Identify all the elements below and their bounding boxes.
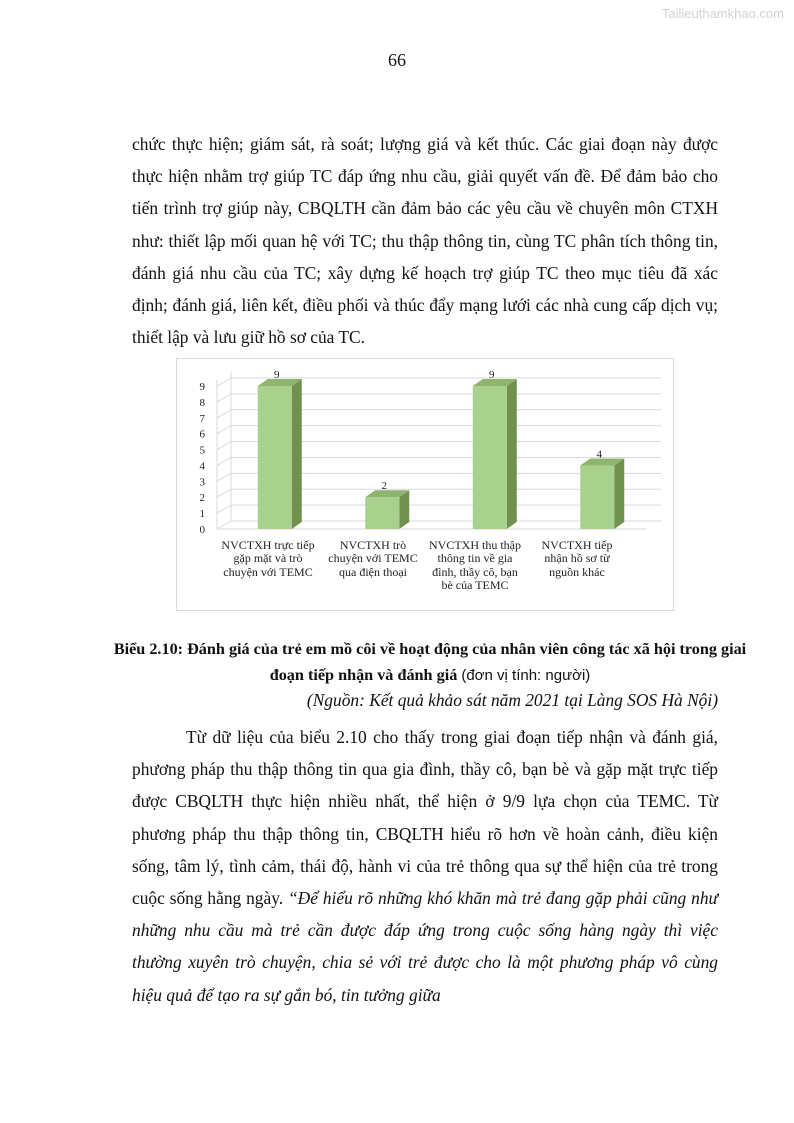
y-tick-label: 7 bbox=[199, 412, 205, 425]
analysis-text: Từ dữ liệu của biểu 2.10 cho thấy trong giai đoạn tiếp nhận và đánh giá, phương pháp thu thập thông tin qua gia đình, thầy cô, bạn bè và gặp mặt trực tiếp được CBQLTH thực hiện nhiều nhất, thể hiện ở 9/9 lựa chọn của TEMC. Từ phương pháp thu thập thông tin, CBQLTH hiểu rõ hơn về hoàn cảnh, điều kiện sống, tâm lý, tình cảm, thái độ, hành vi của trẻ thông qua sự thể hiện của trẻ trong cuộc sống hằng ngày. bbox=[132, 727, 718, 909]
gridline-side bbox=[217, 489, 231, 497]
gridline-side bbox=[217, 473, 231, 481]
bar-value-label: 9 bbox=[489, 369, 495, 381]
y-tick-label: 3 bbox=[199, 476, 205, 489]
category-label: NVCTXH trò chuyện với TEMC qua điện thoại bbox=[328, 538, 418, 579]
bar bbox=[365, 497, 399, 529]
y-tick-label: 0 bbox=[199, 524, 205, 536]
paragraph-intro: chức thực hiện; giám sát, rà soát; lượng giá và kết thúc. Các giai đoạn này được thực hiện nhằm trợ giúp TC đáp ứng nhu cầu, giải quyết vấn đề. Để đảm bảo cho tiến trình trợ giúp này, CBQLTH cần đảm bảo các yêu cầu về chuyên môn CTXH như: thiết lập mối quan hệ với TC; thu thập thông tin, cùng TC phân tích thông tin, đánh giá nhu cầu của TC; xây dựng kế hoạch trợ giúp TC theo mục tiêu đã xác định; đánh giá, liên kết, điều phối và thúc đẩy mạng lưới các nhà cung cấp dịch vụ; thiết lập và lưu giữ hồ sơ của TC. bbox=[132, 134, 718, 348]
gridline-side bbox=[217, 521, 231, 529]
bar-side bbox=[614, 458, 624, 529]
y-tick-label: 8 bbox=[199, 396, 205, 409]
gridline-side bbox=[217, 505, 231, 513]
bar-value-label: 2 bbox=[381, 480, 387, 493]
bar-value-label: 9 bbox=[274, 369, 280, 381]
bar-side bbox=[292, 379, 302, 529]
gridline-side bbox=[217, 378, 231, 386]
bar-value-label: 4 bbox=[596, 448, 602, 461]
page-number: 66 bbox=[388, 50, 406, 70]
bar bbox=[580, 465, 614, 529]
gridline-side bbox=[217, 410, 231, 418]
category-label: NVCTXH trực tiếp gặp mặt và trò chuyện với TEMC bbox=[221, 538, 315, 579]
gridline-side bbox=[217, 426, 231, 434]
y-tick-label: 4 bbox=[199, 460, 205, 473]
y-tick-label: 6 bbox=[199, 428, 205, 441]
caption-unit: (đơn vị tính: người) bbox=[461, 667, 591, 684]
interview-quote: “Để hiểu rõ những khó khăn mà trẻ đang gặp phải cũng như những nhu cầu mà trẻ cần được đáp ứng trong cuộc sống hàng ngày thì việc thường xuyên trò chuyện, chia sẻ với trẻ được cho là một phương pháp vô cùng hiệu quả để tạo ra sự gắn bó, tin tưởng giữa bbox=[132, 888, 719, 1005]
gridline-side bbox=[217, 442, 231, 450]
source-note: (Nguồn: Kết quả khảo sát năm 2021 tại Làng SOS Hà Nội) bbox=[306, 690, 718, 710]
chart-caption bbox=[100, 636, 760, 689]
bar-side bbox=[507, 379, 517, 529]
category-label: NVCTXH tiếp nhận hồ sơ từ nguồn khác bbox=[541, 538, 613, 579]
bar-chart bbox=[176, 358, 674, 611]
bar bbox=[258, 386, 292, 529]
y-tick-label: 9 bbox=[199, 381, 205, 393]
watermark: Tailieuthamkhao.com bbox=[661, 6, 784, 21]
y-tick-label: 5 bbox=[199, 444, 205, 457]
y-tick-label: 1 bbox=[199, 508, 205, 521]
bar bbox=[473, 386, 507, 529]
caption-title: Biểu 2.10: Đánh giá của trẻ em mồ côi về hoạt động của nhân viên công tác xã hội trong giai đoạn tiếp nhận và đánh giá bbox=[113, 640, 747, 684]
paragraph-analysis bbox=[132, 721, 718, 1011]
y-tick-label: 2 bbox=[199, 492, 205, 505]
gridline-side bbox=[217, 457, 231, 465]
category-label: NVCTXH thu thập thông tin về gia đình, thầy cô, bạn bè của TEMC bbox=[429, 538, 521, 592]
gridline-side bbox=[217, 394, 231, 402]
